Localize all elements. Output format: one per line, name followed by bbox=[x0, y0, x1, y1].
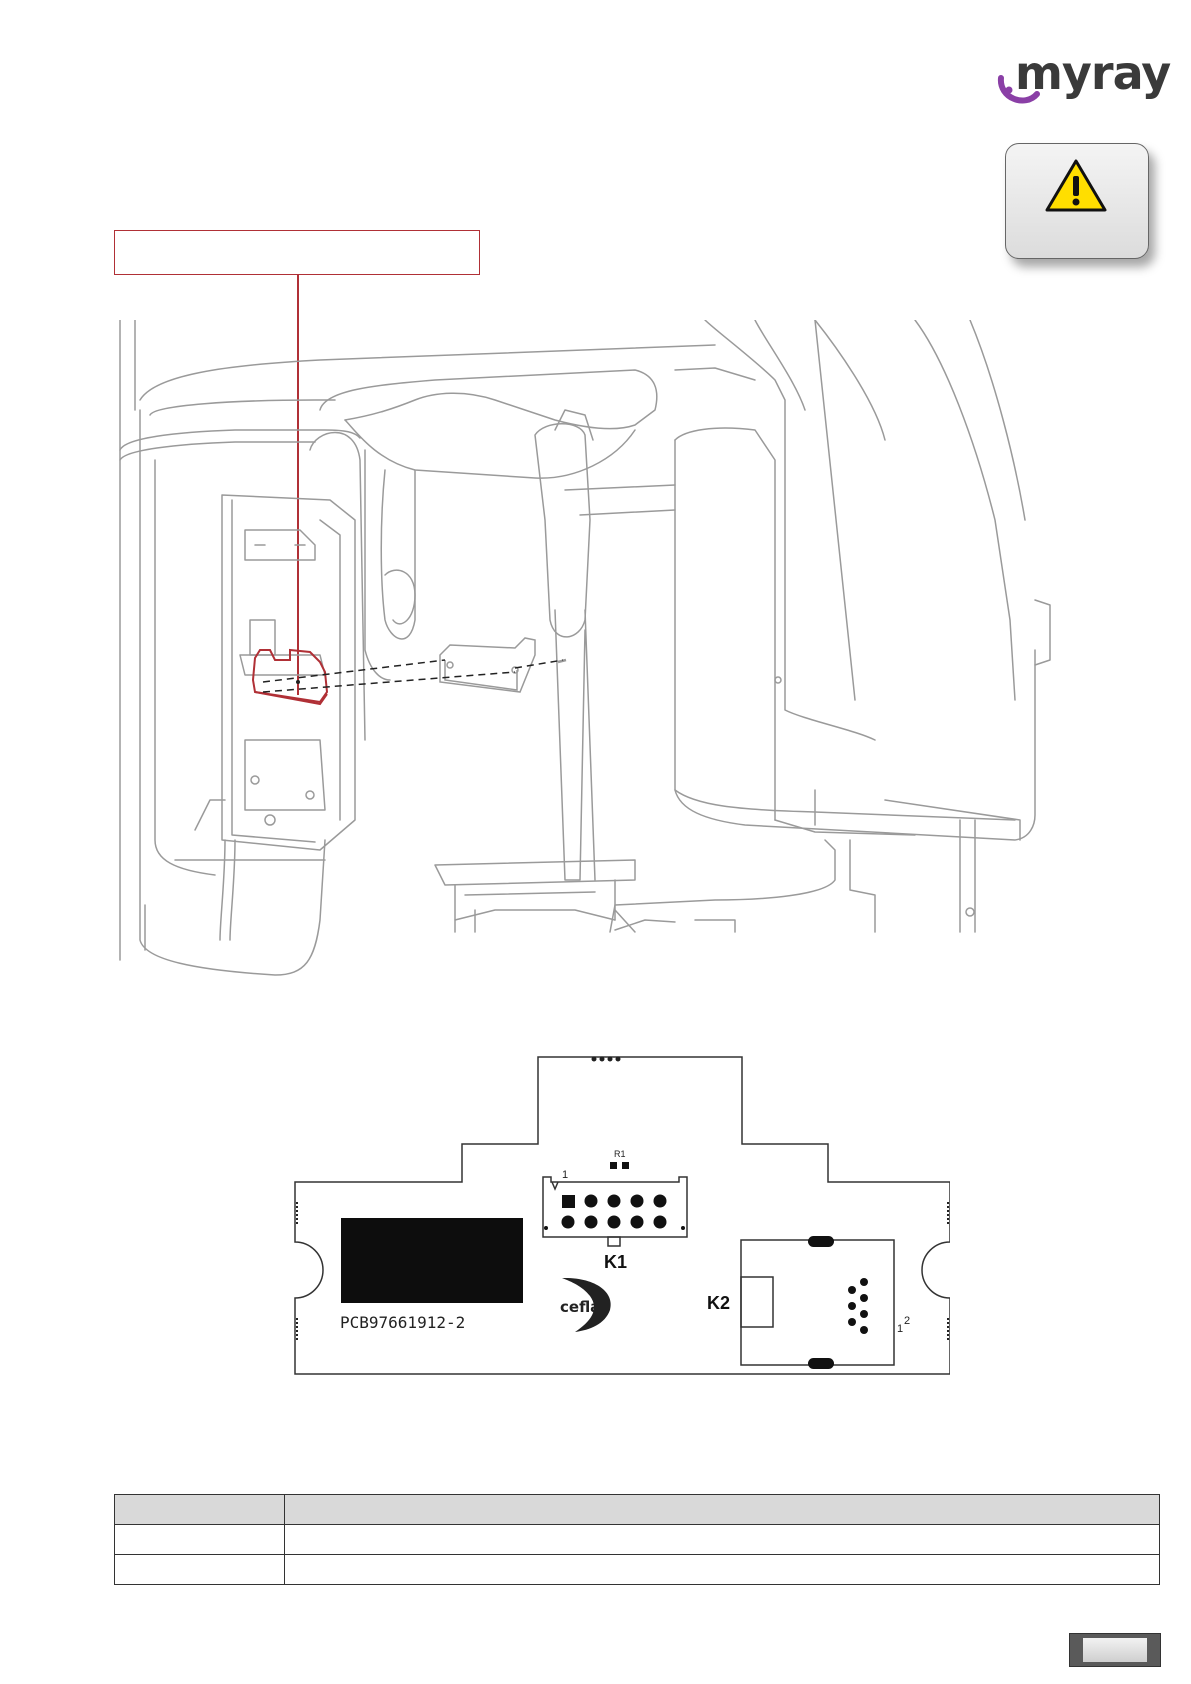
brand-logo bbox=[995, 46, 1171, 108]
device-illustration bbox=[115, 320, 1080, 992]
table-header-cell bbox=[285, 1495, 1160, 1525]
k2-pin1-label: 1 bbox=[897, 1323, 904, 1335]
cefla-logo bbox=[560, 1278, 611, 1332]
connector-k1-label: K1 bbox=[604, 1252, 628, 1272]
callout-label-box bbox=[114, 230, 480, 275]
table-row bbox=[115, 1555, 1160, 1585]
brand-name: myray bbox=[1015, 46, 1171, 100]
connector-k2-label: K2 bbox=[707, 1293, 731, 1313]
table-cell bbox=[115, 1555, 285, 1585]
table-row bbox=[115, 1525, 1160, 1555]
warning-triangle-icon bbox=[1044, 158, 1108, 214]
pcb-layout-drawing bbox=[290, 1052, 950, 1392]
table-cell bbox=[115, 1525, 285, 1555]
page-number-tab bbox=[1069, 1633, 1161, 1667]
warning-panel bbox=[1005, 143, 1149, 259]
parts-table bbox=[114, 1494, 1160, 1585]
connector-k2 bbox=[741, 1240, 894, 1365]
resistor-label: R1 bbox=[614, 1149, 626, 1159]
ic-chip bbox=[341, 1218, 523, 1303]
table-header-row bbox=[115, 1495, 1160, 1525]
k2-pin2-label: 2 bbox=[904, 1315, 911, 1327]
connector-k1 bbox=[543, 1177, 687, 1246]
table-header-cell bbox=[115, 1495, 285, 1525]
pcb-part-number: PCB97661912-2 bbox=[340, 1313, 466, 1332]
svg-text:cefla: cefla bbox=[560, 1298, 601, 1316]
table-cell bbox=[285, 1555, 1160, 1585]
page-number bbox=[1083, 1638, 1147, 1662]
pin1-label: 1 bbox=[562, 1169, 569, 1181]
table-cell bbox=[285, 1525, 1160, 1555]
